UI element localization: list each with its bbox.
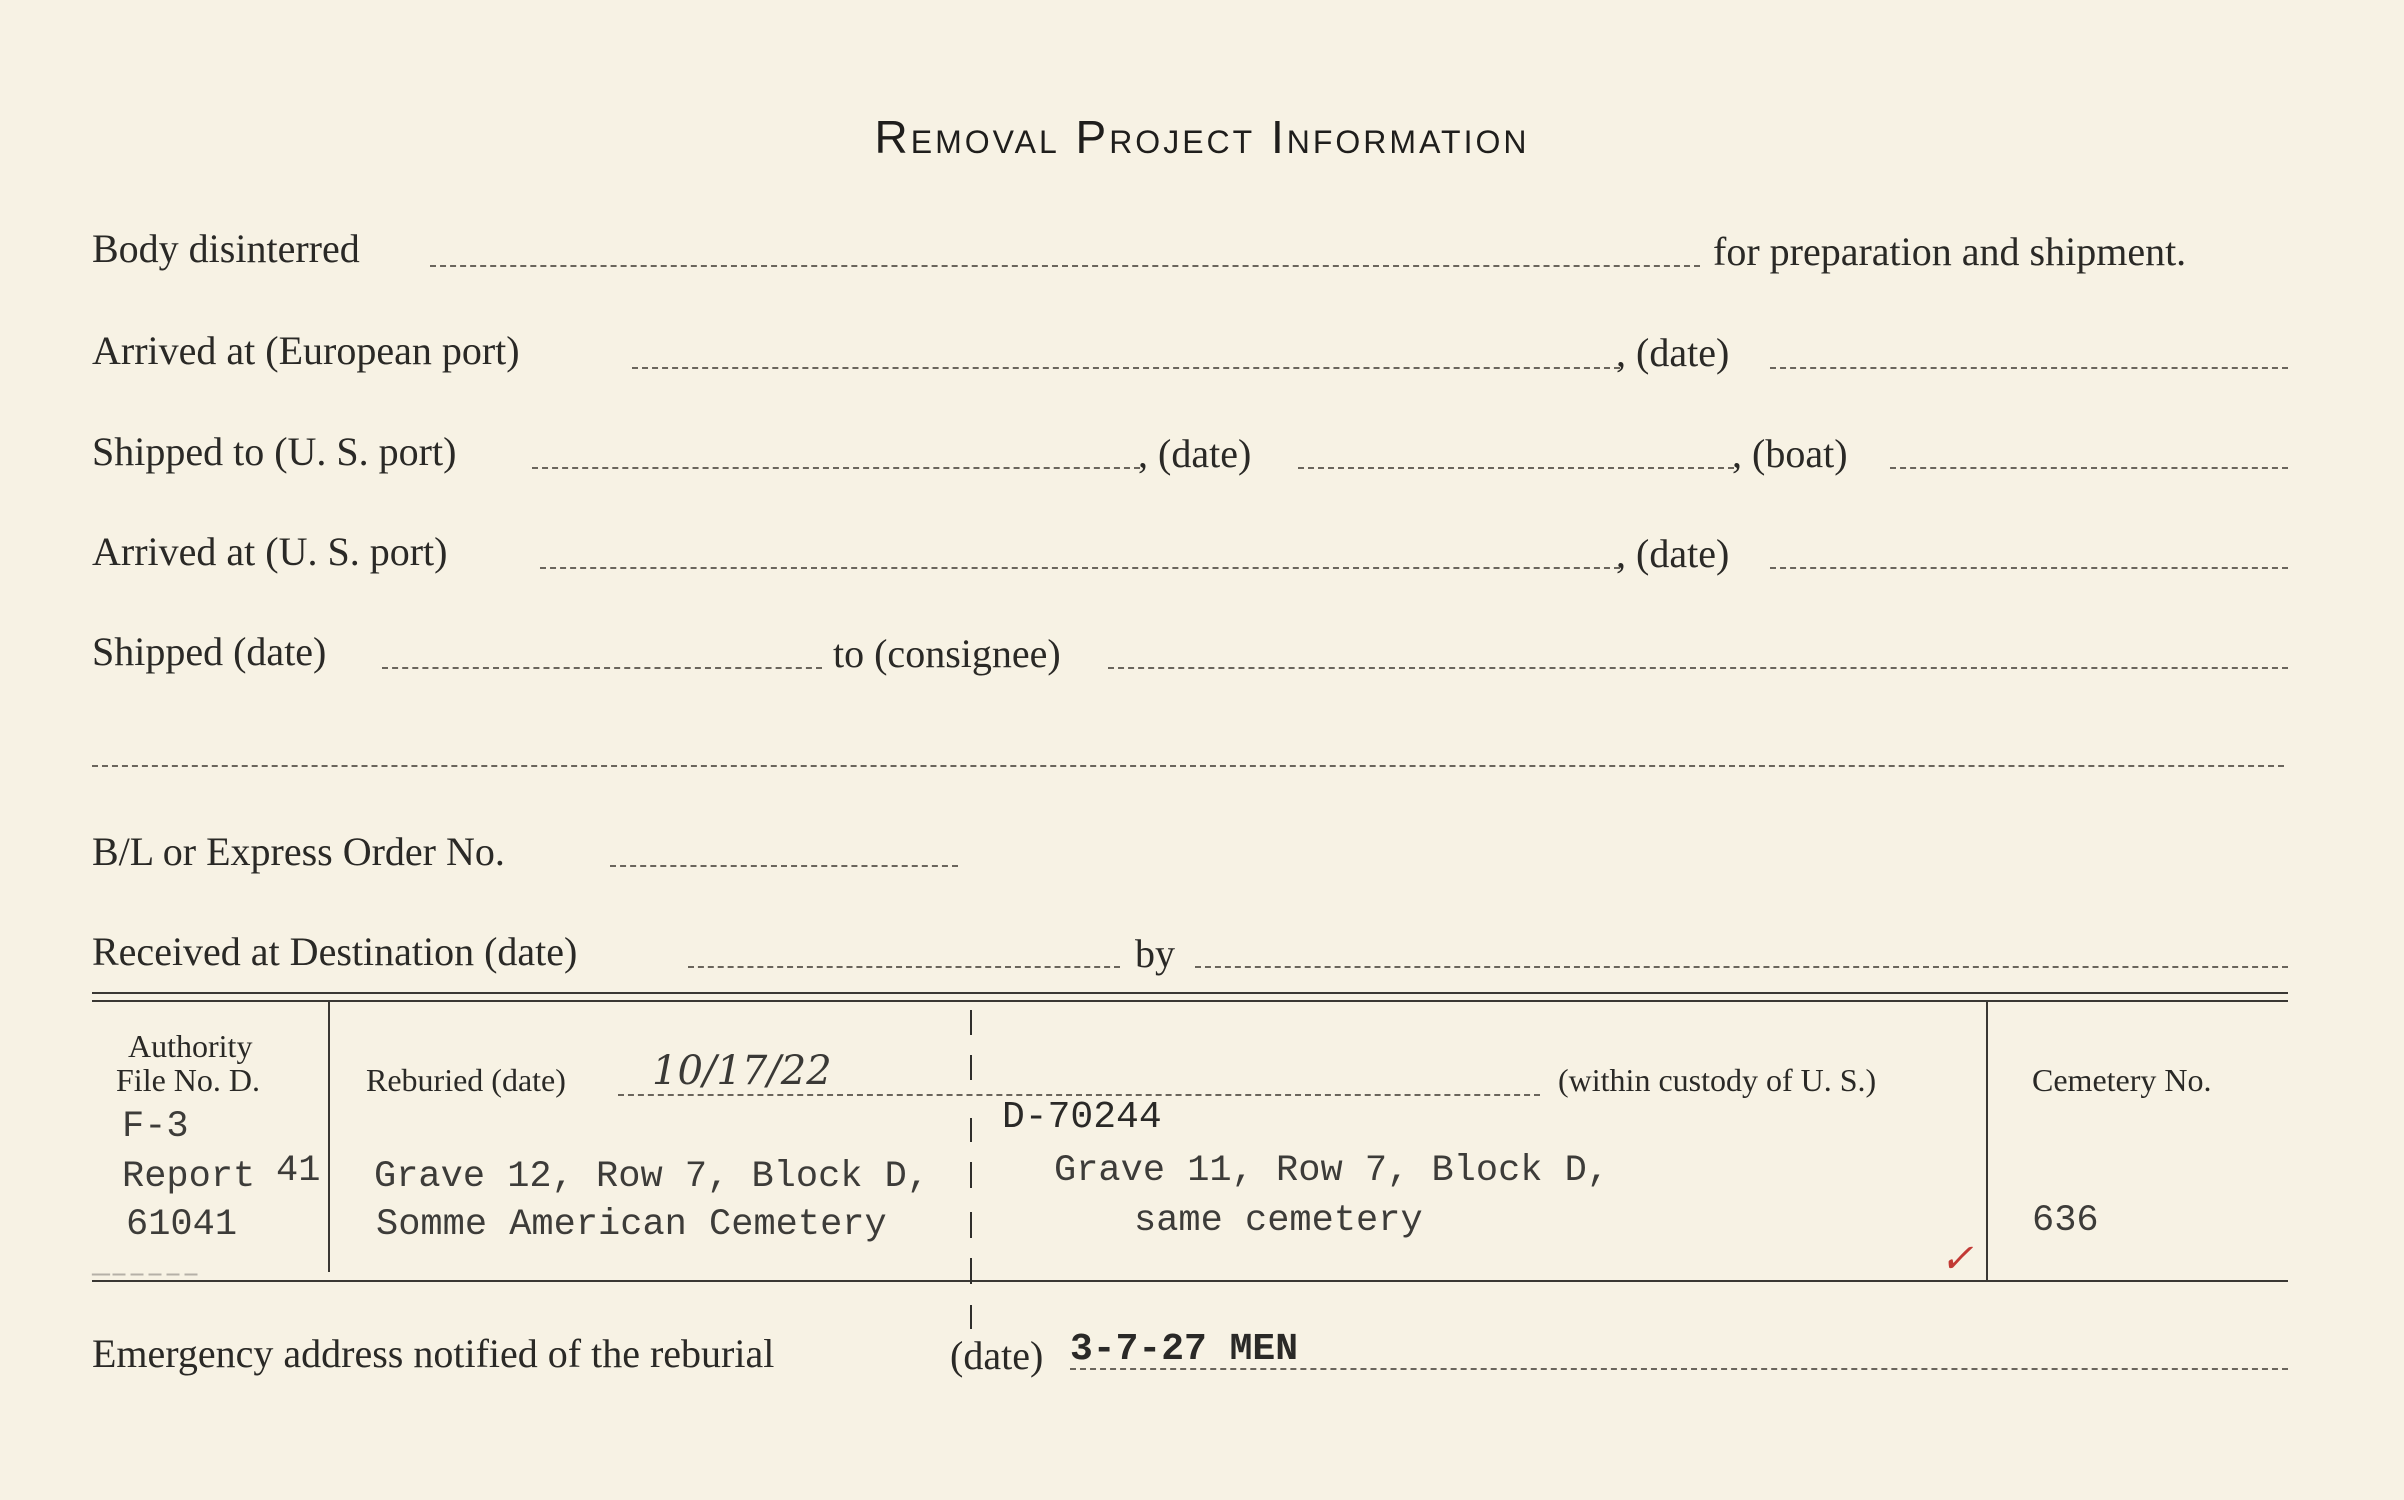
arrived-european-label: Arrived at (European port) [92, 328, 520, 373]
new-cemetery-name: same cemetery [1134, 1200, 1423, 1242]
received-destination-label: Received at Destination (date) [92, 929, 578, 974]
arrived-european-date-line [1770, 367, 2288, 369]
body-disinterred-label: Body disinterred [92, 226, 360, 271]
typed-separator-5 [970, 1212, 972, 1238]
old-cemetery-name: Somme American Cemetery [376, 1204, 887, 1246]
for-preparation-label: for preparation and shipment. [1713, 229, 2187, 274]
file-report-label: Report [122, 1156, 256, 1198]
body-disinterred-line [430, 265, 1700, 267]
received-by-label: by [1135, 931, 1175, 976]
cemetery-no-label: Cemetery No. [2032, 1062, 2212, 1098]
shipped-date-label: Shipped (date) [92, 629, 327, 674]
arrived-us-label: Arrived at (U. S. port) [92, 529, 448, 574]
emergency-date-line [1070, 1368, 2288, 1370]
typed-separator-7 [970, 1305, 972, 1329]
arrived-european-date-label: , (date) [1616, 330, 1730, 375]
bl-order-line [610, 865, 958, 867]
emergency-date-value: 3-7-27 MEN [1070, 1328, 1299, 1371]
card-title: Removal Project Information [874, 111, 1530, 163]
bl-order-label: B/L or Express Order No. [92, 829, 505, 874]
typed-separator-1 [970, 1010, 972, 1035]
consignee-line [1108, 667, 2288, 669]
typed-separator-2 [970, 1055, 972, 1080]
reburied-date-value: 10/17/22 [652, 1048, 832, 1094]
typed-separator-4 [970, 1162, 972, 1188]
shipped-date-line [382, 667, 822, 669]
shipped-to-us-date-line [1298, 467, 1734, 469]
file-number-f3: F-3 [122, 1106, 189, 1148]
d-number: D-70244 [1002, 1096, 1162, 1139]
red-check-mark: ✓ [1940, 1236, 1974, 1282]
table-top-rule-2 [92, 1000, 2288, 1002]
emergency-date-label: (date) [950, 1333, 1044, 1378]
arrived-us-date-label: , (date) [1616, 531, 1730, 576]
file-number-61041: 61041 [126, 1204, 238, 1246]
authority-label-line1: Authority [128, 1028, 253, 1064]
custody-label: (within custody of U. S.) [1558, 1062, 1877, 1098]
shipped-to-us-date-label: , (date) [1138, 431, 1252, 476]
typed-separator-6 [970, 1258, 972, 1284]
received-date-line [688, 966, 1120, 968]
authority-label-line2: File No. D. [116, 1062, 260, 1098]
old-grave-location: Grave 12, Row 7, Block D, [374, 1156, 930, 1198]
arrived-european-line [632, 367, 1620, 369]
reburied-date-label: Reburied (date) [366, 1062, 566, 1098]
shipped-to-us-boat-line [1890, 467, 2288, 469]
table-top-rule-1 [92, 992, 2288, 994]
file-report-number: 41 [276, 1150, 321, 1192]
shipped-to-us-label: Shipped to (U. S. port) [92, 429, 457, 474]
new-grave-location: Grave 11, Row 7, Block D, [1054, 1150, 1610, 1192]
shipped-to-us-boat-label: , (boat) [1732, 431, 1848, 476]
to-consignee-label: to (consignee) [833, 631, 1061, 676]
blank-continuation-line [92, 765, 2284, 767]
file-number-struck: —‒‒‒‒‒ [92, 1258, 201, 1292]
arrived-us-line [540, 567, 1620, 569]
shipped-to-us-line [532, 467, 1140, 469]
table-divider-left [328, 1002, 330, 1272]
arrived-us-date-line [1770, 567, 2288, 569]
table-divider-right [1986, 1002, 1988, 1280]
typed-separator-3 [970, 1118, 972, 1142]
received-by-line [1195, 966, 2288, 968]
cemetery-number-value: 636 [2032, 1200, 2099, 1242]
emergency-address-label: Emergency address notified of the reburial [92, 1331, 775, 1376]
